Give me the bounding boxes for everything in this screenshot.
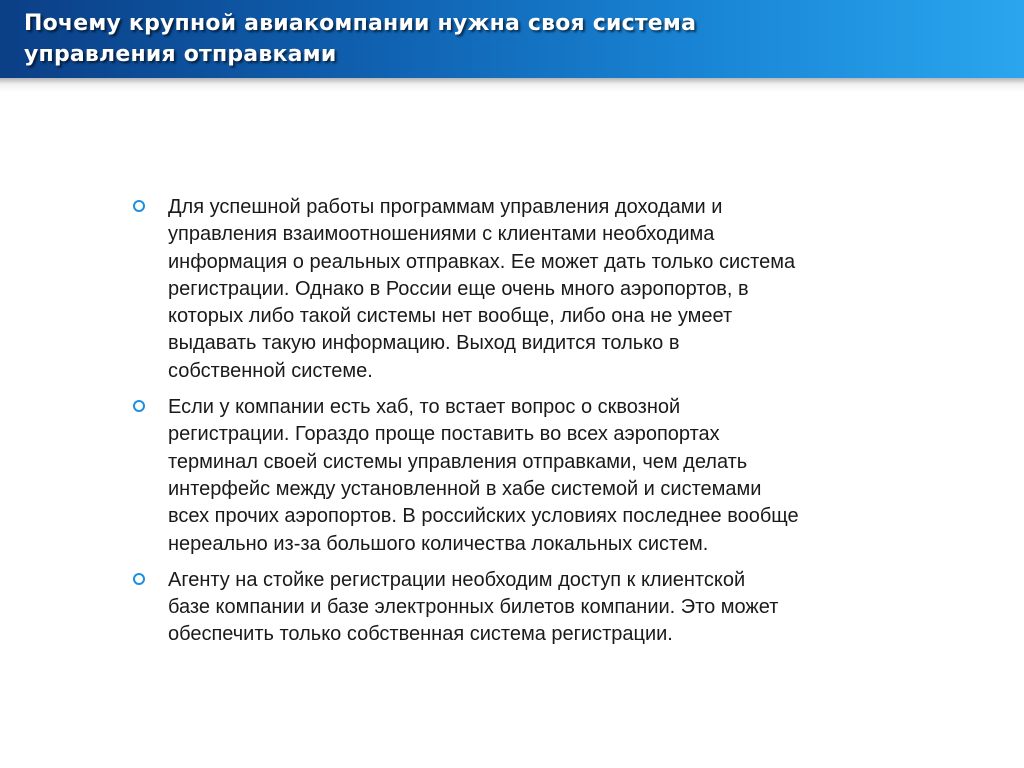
bullet-text: Для успешной работы программам управления доходами и управления взаимоотношениями с клиентами необходима информация о реальных отправках. Ее может дать только система регистрации. Однако в России еще очень много аэропортов, в которых либо такой системы нет вообще, либо она не умеет выдавать такую информацию. Выход видится только в собственной системе. bbox=[168, 196, 796, 382]
bullet-item bbox=[132, 567, 902, 649]
title-banner bbox=[0, 0, 1024, 78]
ring-bullet-icon bbox=[133, 573, 145, 585]
bullet-item bbox=[132, 194, 902, 385]
slide-title: Почему крупной авиакомпании нужна своя система управления отправками bbox=[24, 11, 697, 67]
ring-bullet-icon bbox=[133, 400, 145, 412]
bullet-item bbox=[132, 394, 902, 558]
bullet-text: Агенту на стойке регистрации необходим доступ к клиентской базе компании и базе электронных билетов компании. Это может обеспечить только собственная система регистрации. bbox=[168, 568, 779, 646]
ring-bullet-icon bbox=[133, 200, 145, 212]
bullet-list bbox=[132, 194, 902, 649]
title-banner-shadow bbox=[0, 78, 1024, 92]
slide-content bbox=[132, 194, 902, 658]
bullet-text: Если у компании есть хаб, то встает вопрос о сквозной регистрации. Гораздо проще поставить во всех аэропортах терминал своей системы управления отправками, чем делать интерфейс между установленной в хабе системой и системами всех прочих аэропортов. В российских условиях последнее вообще нереально из-за большого количества локальных систем. bbox=[168, 396, 799, 555]
